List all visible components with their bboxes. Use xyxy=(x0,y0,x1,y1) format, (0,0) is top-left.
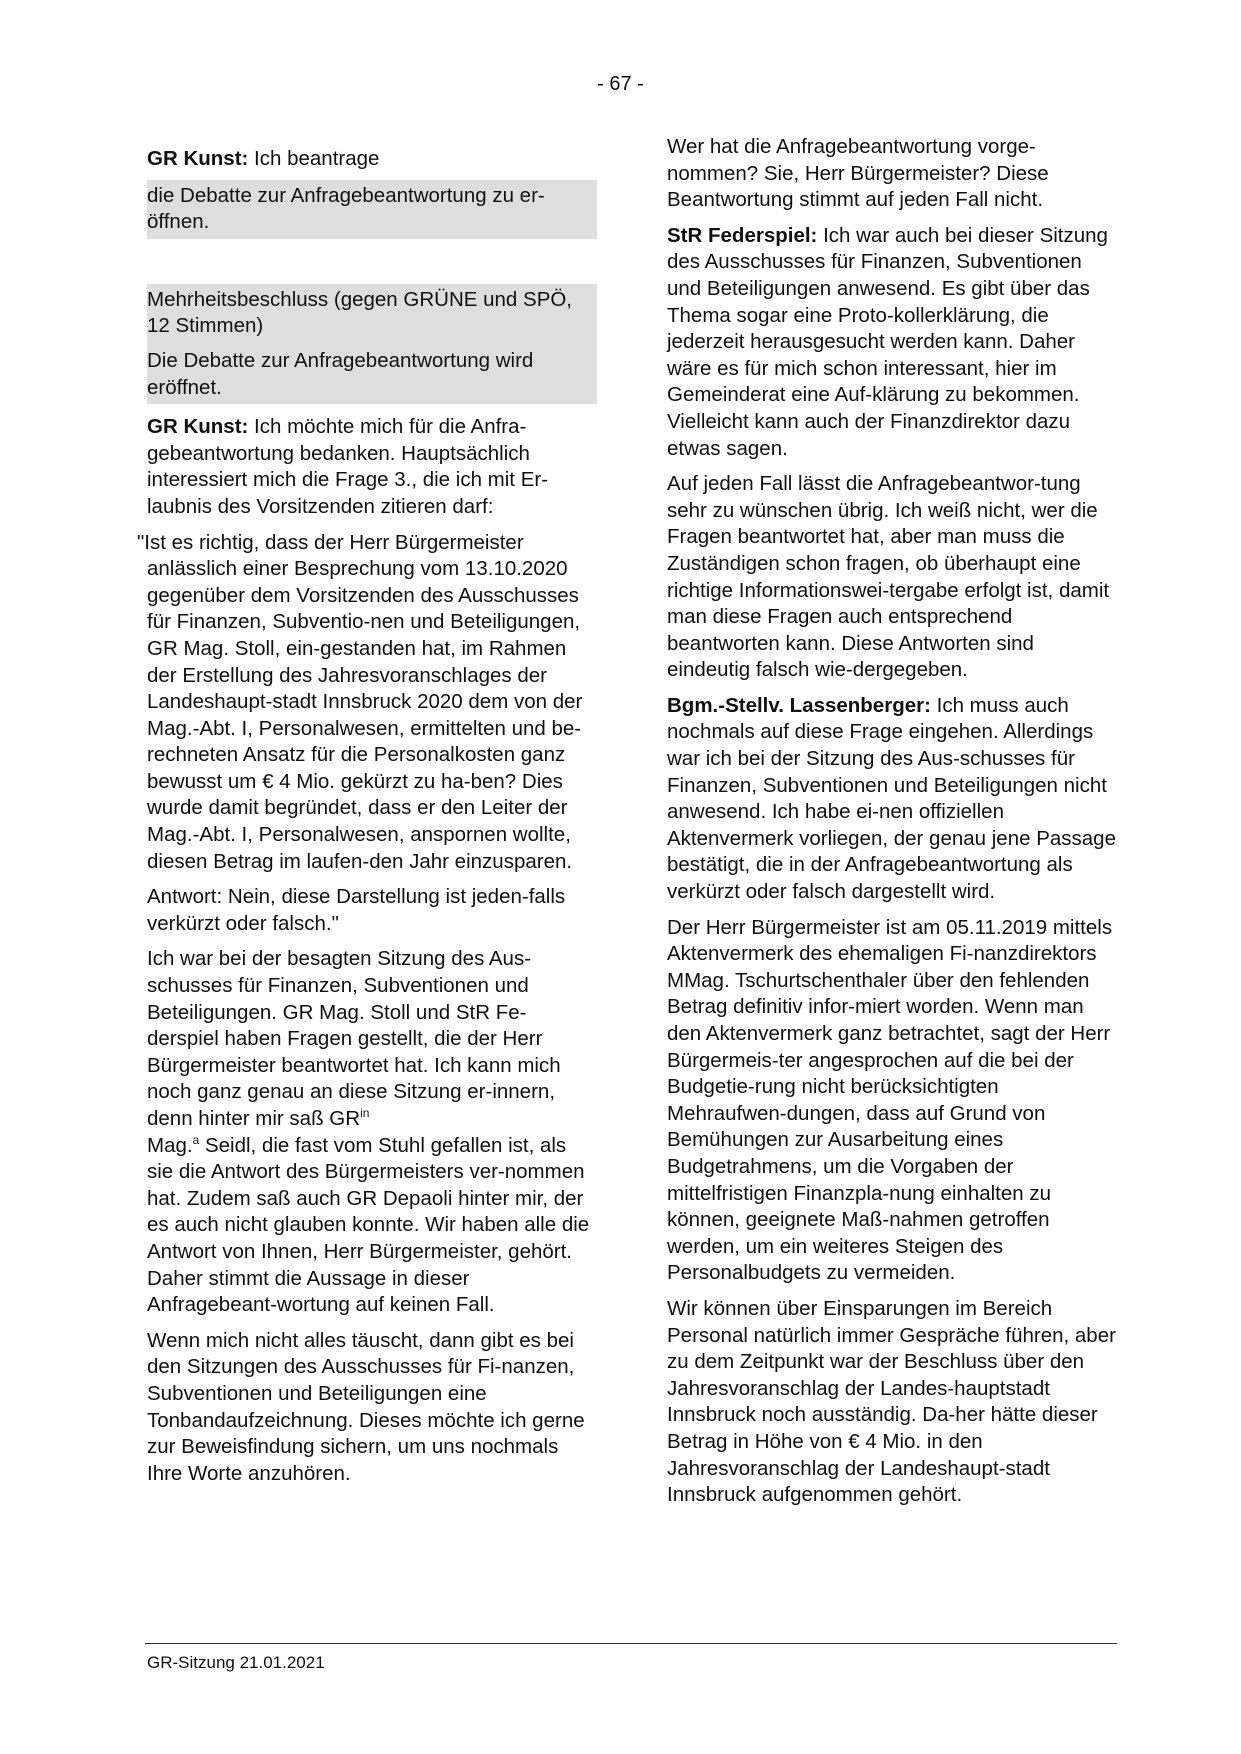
paragraph-session-account xyxy=(147,946,597,1318)
paragraph-memo: Der Herr Bürgermeister ist am 05.11.2019 mittels Aktenvermerk des ehemaligen Fi-nanzdirektors MMag. Tschurtschenthaler über den fehlenden Betrag definitiv infor-miert worden. Wenn man den Aktenvermerk ganz betrachtet, sagt der Herr Bürgermeis-ter angesprochen auf die bei der Budgetie-rung nicht berücksichtigten Mehraufwen-dungen, dass auf Grund von Bemühungen zur Ausarbeitung eines Budgetrahmens, um die Vorgaben der mittelfristigen Finanzpla-nung einhalten zu können, geeignete Maß-nahmen getroffen werden, um ein weiteres Steigen des Personalbudgets zu vermeiden. xyxy=(667,915,1113,1285)
paragraph-text: Seidl, die fast vom Stuhl gefallen ist, als sie die Antwort des Bürgermeisters ver-nommen hat. Zudem saß auch GR Depaoli hinter mir, der es auch nicht glauben konnte. Wir haben alle die Antwort von Ihnen, Herr Bürgermeister, gehört. Daher stimmt die Aussage in dieser Anfragebeant-wortung auf keinen Fall. xyxy=(147,1133,590,1317)
vote-result-box xyxy=(147,284,597,404)
right-column xyxy=(667,134,1117,1518)
speaker-name: StR Federspiel: xyxy=(667,223,818,247)
vote-result: Mehrheitsbeschluss (gegen GRÜNE und SPÖ, 12 Stimmen) xyxy=(147,287,573,338)
page-number: - 67 - xyxy=(597,73,644,95)
superscript: a xyxy=(192,1132,200,1147)
paragraph-text: Mag. xyxy=(147,1133,193,1157)
paragraph-text: Ich muss auch nochmals auf diese Frage eingehen. Allerdings war ich bei der Sitzung des Aus-schusses für Finanzen, Subventionen und Beteiligungen nicht anwesend. Ich habe ei-nen offiziellen Aktenvermerk vorliegen, der genau jene Passage bestätigt, die in der Anfragebeantwortung als verkürzt oder falsch dargestellt wird. xyxy=(667,693,1116,904)
paragraph-text: Ich war bei der besagten Sitzung des Aus-schusses für Finanzen, Subventionen und Beteiligungen. GR Mag. Stoll und StR Fe-derspiel haben Fragen gestellt, die der Herr Bürgermeister beantwortet hat. Ich kann mich noch ganz genau an diese Sitzung er-innern, denn hinter mir saß GR xyxy=(147,947,561,1130)
paragraph-text: Ich beantrage xyxy=(248,147,380,170)
paragraph-str-federspiel xyxy=(667,223,1117,462)
left-column xyxy=(137,146,597,1496)
speaker-name: Bgm.-Stellv. Lassenberger: xyxy=(667,693,931,717)
paragraph-gr-kunst xyxy=(147,414,597,520)
motion-text: die Debatte zur Anfragebeantwortung zu er- öffnen. xyxy=(147,183,545,234)
paragraph-lassenberger xyxy=(667,693,1117,906)
footer-divider xyxy=(145,1643,1117,1644)
quoted-question: "Ist es richtig, dass der Herr Bürgermeister anlässlich einer Besprechung vom 13.10.2020 gegenüber dem Vorsitzenden des Ausschusses für Finanzen, Subventio-nen und Beteiligungen, GR Mag. Stoll, ein-gestanden hat, im Rahmen der Erstellung des Jahresvoranschlages der Landeshaupt-stadt Innsbruck 2020 dem von der Mag.-Abt. I, Personalwesen, ermittelten und be-rechneten Ansatz für die Personalkosten ganz bewusst um € 4 Mio. gekürzt zu ha-ben? Dies wurde damit begründet, dass er den Leiter der Mag.-Abt. I, Personalwesen, anspornen wollte, diesen Betrag im laufen-den Jahr einzusparen. xyxy=(137,530,583,873)
speaker-name: GR Kunst: xyxy=(147,147,249,170)
paragraph-response-quality: Auf jeden Fall lässt die Anfragebeantwor-tung sehr zu wünschen übrig. Ich weiß nicht, wer die Fragen beantwortet hat, aber man muss die Zuständigen schon fragen, ob überhaupt eine richtige Informationswei-tergabe erfolgt ist, damit man diese Fragen auch entsprechend beantworten kann. Diese Antworten sind eindeutig falsch wie-dergegeben. xyxy=(667,472,1110,682)
speaker-name: GR Kunst: xyxy=(147,415,249,439)
spacer xyxy=(147,239,597,287)
motion-text-box xyxy=(147,180,597,239)
paragraph-motion-intro xyxy=(147,146,597,173)
paragraph-recording: Wenn mich nicht alles täuscht, dann gibt es bei den Sitzungen des Ausschusses für Fi-nanzen, Subventionen und Beteiligungen eine Tonbandaufzeichnung. Dieses möchte ich gerne zur Beweisfindung sichern, um uns nochmals Ihre Worte anzuhören. xyxy=(147,1328,585,1485)
paragraph-text: Ich möchte mich für die Anfra-gebeantwortung bedanken. Hauptsächlich interessiert mich die Frage 3., die ich mit Er-laubnis des Vorsitzenden zitieren darf: xyxy=(147,415,549,518)
paragraph-savings: Wir können über Einsparungen im Bereich Personal natürlich immer Gespräche führen, aber zu dem Zeitpunkt war der Beschluss über den Jahresvoranschlag der Landes-hauptstadt Innsbruck noch ausständig. Da-her hätte dieser Betrag in Höhe von € 4 Mio. in den Jahresvoranschlag der Landeshaupt-stadt Innsbruck aufgenommen gehört. xyxy=(667,1296,1116,1507)
paragraph-text: Ich war auch bei dieser Sitzung des Ausschusses für Finanzen, Subventionen und Beteiligungen anwesend. Es gibt über das Thema sogar eine Proto-kollerklärung, die jederzeit herausgesucht werden kann. Daher wäre es für mich schon interessant, hier im Gemeinderat eine Auf-klärung zu bekommen. Vielleicht kann auch der Finanzdirektor dazu etwas sagen. xyxy=(667,223,1108,460)
footer-session-date: GR-Sitzung 21.01.2021 xyxy=(147,1653,325,1672)
quoted-answer: Antwort: Nein, diese Darstellung ist jeden-falls verkürzt oder falsch." xyxy=(147,885,566,935)
superscript: in xyxy=(360,1106,370,1120)
paragraph-who-answered: Wer hat die Anfragebeantwortung vorge-nommen? Sie, Herr Bürgermeister? Diese Beantwortung stimmt auf jeden Fall nicht. xyxy=(667,135,1049,212)
decision-text: Die Debatte zur Anfragebeantwortung wird eröffnet. xyxy=(147,348,534,399)
